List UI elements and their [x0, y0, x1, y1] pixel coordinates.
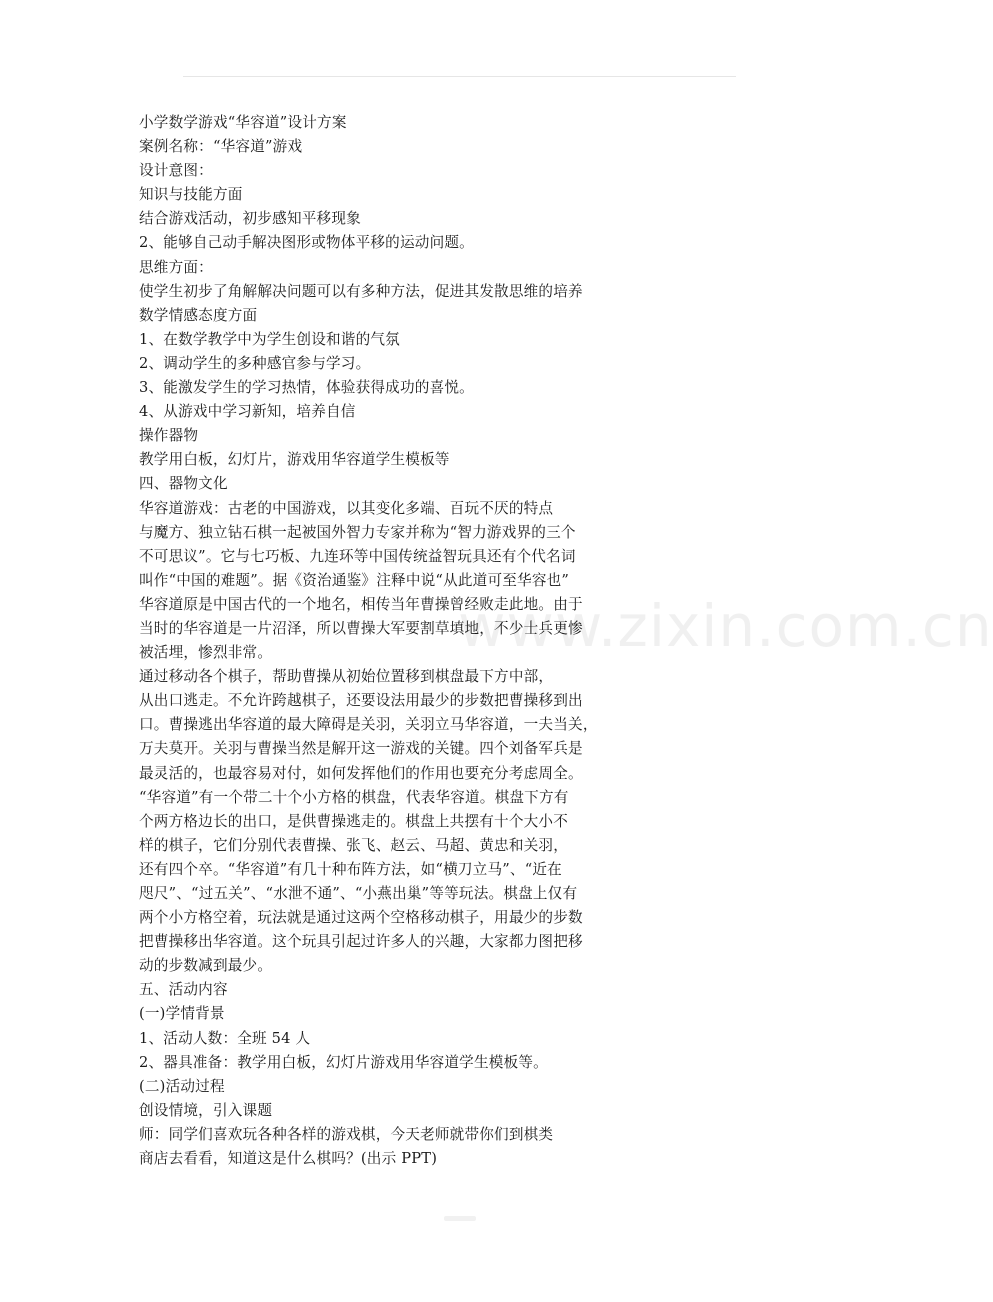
text-line: 教学用白板，幻灯片，游戏用华容道学生模板等 — [139, 451, 450, 469]
text-line: 还有四个卒。“华容道”有几十种布阵方法，如“横刀立马”、“近在 — [139, 860, 562, 878]
document-body — [139, 111, 659, 1171]
text-line: 知识与技能方面 — [139, 186, 243, 204]
text-line: 结合游戏活动，初步感知平移现象 — [139, 210, 361, 228]
text-line: 通过移动各个棋子，帮助曹操从初始位置移到棋盘最下方中部， — [139, 668, 554, 686]
footer-mark — [444, 1216, 476, 1221]
text-line: 设计意图： — [139, 162, 213, 180]
text-line: 两个小方格空着，玩法就是通过这两个空格移动棋子，用最少的步数 — [139, 909, 583, 927]
text-line: 思维方面： — [139, 258, 213, 276]
header-rule — [183, 76, 736, 77]
text-line: 操作器物 — [139, 427, 199, 445]
text-line: 华容道原是中国古代的一个地名，相传当年曹操曾经败走此地。由于 — [139, 595, 583, 613]
text-line: (一)学情背景 — [139, 1005, 225, 1023]
text-line: 五、活动内容 — [139, 981, 228, 999]
text-line: 最灵活的，也最容易对付，如何发挥他们的作用也要充分考虑周全。 — [139, 764, 583, 782]
text-line: 当时的华容道是一片沼泽，所以曹操大军要割草填地，不少士兵更惨 — [139, 619, 583, 637]
text-line: “华容道”有一个带二十个小方格的棋盘，代表华容道。棋盘下方有 — [139, 788, 569, 806]
text-line: 万夫莫开。关羽与曹操当然是解开这一游戏的关键。四个刘备军兵是 — [139, 740, 583, 758]
text-line: 商店去看看，知道这是什么棋吗？(出示 PPT) — [139, 1150, 438, 1168]
text-line: 2、调动学生的多种感官参与学习。 — [139, 354, 371, 372]
text-line: 使学生初步了角解解决问题可以有多种方法，促进其发散思维的培养 — [139, 282, 583, 300]
text-line: 4、从游戏中学习新知，培养自信 — [139, 403, 356, 421]
text-line: 小学数学游戏“华容道”设计方案 — [139, 114, 347, 131]
text-line: 案例名称：“华容道”游戏 — [139, 138, 303, 156]
text-line: 创设情境，引入课题 — [139, 1101, 273, 1119]
text-line: 师：同学们喜欢玩各种各样的游戏棋，今天老师就带你们到棋类 — [139, 1125, 554, 1143]
text-line: 3、能激发学生的学习热情，体验获得成功的喜悦。 — [139, 379, 474, 397]
text-line: 叫作“中国的难题”。据《资治通鉴》注释中说“从此道可至华容也” — [139, 571, 570, 589]
text-line: 与魔方、独立钻石棋一起被国外智力专家并称为“智力游戏界的三个 — [139, 523, 576, 541]
text-line: 1、在数学教学中为学生创设和谐的气氛 — [139, 330, 400, 348]
text-line: 四、器物文化 — [139, 475, 228, 493]
text-line: 数学情感态度方面 — [139, 306, 258, 324]
text-line: 2、能够自己动手解决图形或物体平移的运动问题。 — [139, 234, 474, 252]
text-line: 2、器具准备：教学用白板，幻灯片游戏用华容道学生模板等。 — [139, 1053, 548, 1071]
text-line: 动的步数减到最少。 — [139, 957, 273, 975]
watermark: www.zixin.com.cn — [458, 592, 993, 660]
text-line: 华容道游戏：古老的中国游戏，以其变化多端、百玩不厌的特点 — [139, 499, 554, 517]
text-line: 口。曹操逃出华容道的最大障碍是关羽，关羽立马华容道，一夫当关， — [139, 716, 598, 734]
text-line: 个两方格边长的出口，是供曹操逃走的。棋盘上共摆有十个大小不 — [139, 812, 569, 830]
text-line: 不可思议”。它与七巧板、九连环等中国传统益智玩具还有个代名词 — [139, 547, 576, 565]
text-line: 把曹操移出华容道。这个玩具引起过许多人的兴趣，大家都力图把移 — [139, 933, 583, 951]
text-line: 被活埋，惨烈非常。 — [139, 644, 273, 662]
text-line: 1、活动人数：全班 54 人 — [139, 1029, 311, 1047]
text-line: 从出口逃走。不允许跨越棋子，还要设法用最少的步数把曹操移到出 — [139, 692, 583, 710]
text-line: 样的棋子，它们分别代表曹操、张飞、赵云、马超、黄忠和关羽， — [139, 836, 569, 854]
text-line: 咫尺”、“过五关”、“水泄不通”、“小燕出巢”等等玩法。棋盘上仅有 — [139, 885, 578, 902]
text-line: (二)活动过程 — [139, 1077, 225, 1095]
